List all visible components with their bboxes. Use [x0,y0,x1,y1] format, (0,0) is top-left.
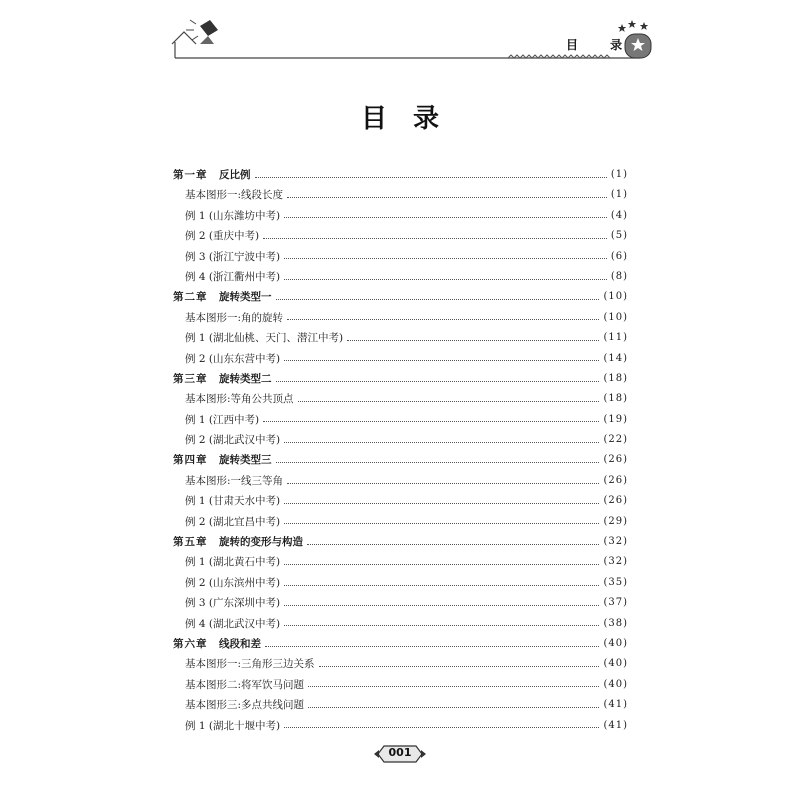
dot-leader [319,666,600,667]
page-reference: (32) [603,556,628,568]
page-footer [374,743,426,765]
toc-chapter-row[interactable] [173,634,628,654]
toc-chapter-row[interactable] [173,287,628,307]
entry-title: 例 2 (湖北武汉中考) [185,434,281,447]
entry-title: 基本图形一:线段长度 [185,189,284,202]
page-title: 目录 [360,104,465,134]
page-reference: (1) [610,169,628,180]
dot-leader [307,544,599,545]
dot-leader [255,177,607,178]
chapter-number: 第四章 [173,454,208,467]
chapter-title: 旋转类型一 [219,291,272,304]
page-number: 001 [388,746,412,759]
toc-entry-row[interactable] [173,675,628,695]
page-reference: (11) [603,332,628,344]
page-reference: (41) [603,699,628,711]
chapter-title: 旋转的变形与构造 [219,536,303,549]
page-reference: (4) [610,209,628,221]
entry-title: 基本图形一:三角形三边关系 [185,658,315,671]
entry-title: 例 4 (浙江衢州中考) [185,270,281,283]
toc-entry-row[interactable] [173,389,628,409]
chapter-title: 旋转类型三 [219,454,272,467]
dot-leader [298,401,600,402]
dot-leader [284,503,599,504]
chapter-number: 第二章 [173,291,208,304]
page-reference: (26) [603,474,628,486]
toc-entry-row[interactable] [173,328,628,348]
toc-entry-row[interactable] [173,512,628,532]
entry-title: 例 1 (山东潍坊中考) [185,209,281,222]
page-reference: (1) [610,189,628,201]
page-reference: (26) [603,454,628,466]
dot-leader [263,421,599,422]
entry-title: 例 2 (重庆中考) [185,230,260,243]
toc-entry-row[interactable] [173,614,628,634]
toc-chapter-row[interactable] [173,450,628,470]
toc-entry-row[interactable] [173,185,628,205]
page-reference: (5) [610,230,628,242]
dot-leader [284,442,599,443]
entry-title: 例 1 (甘肃天水中考) [185,495,281,508]
toc-entry-row[interactable] [173,430,628,450]
page-reference: (10) [603,311,628,323]
dot-leader [263,238,607,239]
page-reference: (40) [603,637,628,649]
dot-leader [284,625,599,626]
toc-chapter-row[interactable] [173,369,628,389]
dot-leader [287,319,599,320]
page-reference: (32) [603,536,628,548]
page-reference: (35) [603,576,628,588]
dot-leader [265,646,599,647]
chapter-number: 第三章 [173,372,208,385]
entry-title: 例 2 (湖北宜昌中考) [185,515,281,528]
toc-entry-row[interactable] [173,206,628,226]
toc-entry-row[interactable] [173,247,628,267]
header-title: 目 录 [566,38,637,52]
toc-chapter-row[interactable] [173,165,628,185]
dot-leader [284,217,607,218]
toc-entry-row[interactable] [173,349,628,369]
toc-entry-row[interactable] [173,491,628,511]
entry-title: 例 4 (湖北武汉中考) [185,617,281,630]
dot-leader [276,299,600,300]
entry-title: 基本图形一:角的旋转 [185,311,284,324]
dot-leader [347,340,599,341]
page-reference: (38) [603,617,628,629]
dot-leader [284,279,607,280]
dot-leader [284,585,599,586]
toc-entry-row[interactable] [173,695,628,715]
dot-leader [287,483,599,484]
page-reference: (10) [603,291,628,303]
chapter-title: 反比例 [219,169,251,181]
toc-entry-row[interactable] [173,573,628,593]
page-reference: (41) [603,719,628,731]
page-reference: (29) [603,515,628,527]
toc-entry-row[interactable] [173,308,628,328]
page-reference: (26) [603,495,628,507]
dot-leader [284,258,607,259]
entry-title: 例 2 (山东东营中考) [185,352,281,365]
dot-leader [284,360,599,361]
entry-title: 例 1 (湖北黄石中考) [185,556,281,569]
page-reference: (18) [603,393,628,405]
page-reference: (6) [610,250,628,262]
entry-title: 例 3 (浙江宁波中考) [185,250,281,263]
toc-entry-row[interactable] [173,552,628,572]
chapter-number: 第一章 [173,169,208,181]
entry-title: 例 1 (湖北十堰中考) [185,719,281,732]
toc-entry-row[interactable] [173,410,628,430]
dot-leader [276,462,600,463]
dot-leader [308,707,599,708]
dot-leader [308,686,599,687]
chapter-number: 第六章 [173,637,208,650]
toc-entry-row[interactable] [173,226,628,246]
page-reference: (37) [603,597,628,609]
entry-title: 基本图形三:多点共线问题 [185,699,305,712]
toc-entry-row[interactable] [173,267,628,287]
toc-chapter-row[interactable] [173,532,628,552]
dot-leader [284,605,599,606]
toc-entry-row[interactable] [173,654,628,674]
entry-title: 例 3 (广东深圳中考) [185,597,281,610]
star-icon [618,20,648,32]
page-reference: (8) [610,270,628,282]
dot-leader [284,564,599,565]
page-reference: (40) [603,678,628,690]
entry-title: 基本图形:等角公共顶点 [185,393,294,406]
chapter-title: 旋转类型二 [219,372,272,385]
page-reference: (14) [603,352,628,364]
dot-leader [276,381,600,382]
toc-entry-row[interactable] [173,471,628,491]
chapter-number: 第五章 [173,536,208,549]
page-reference: (22) [603,434,628,446]
page-reference: (19) [603,413,628,425]
page-reference: (18) [603,372,628,384]
entry-title: 基本图形二:将军饮马问题 [185,678,305,691]
entry-title: 基本图形:一线三等角 [185,474,284,487]
entry-title: 例 2 (山东滨州中考) [185,576,281,589]
chapter-title: 线段和差 [219,637,261,650]
entry-title: 例 1 (江西中考) [185,413,260,426]
entry-title: 例 1 (湖北仙桃、天门、潜江中考) [185,332,344,345]
page-reference: (40) [603,658,628,670]
table-of-contents [173,165,628,736]
dot-leader [287,197,607,198]
dot-leader [284,727,599,728]
toc-entry-row[interactable] [173,716,628,736]
dot-leader [284,523,599,524]
lamp-icon [186,20,218,44]
toc-entry-row[interactable] [173,593,628,613]
